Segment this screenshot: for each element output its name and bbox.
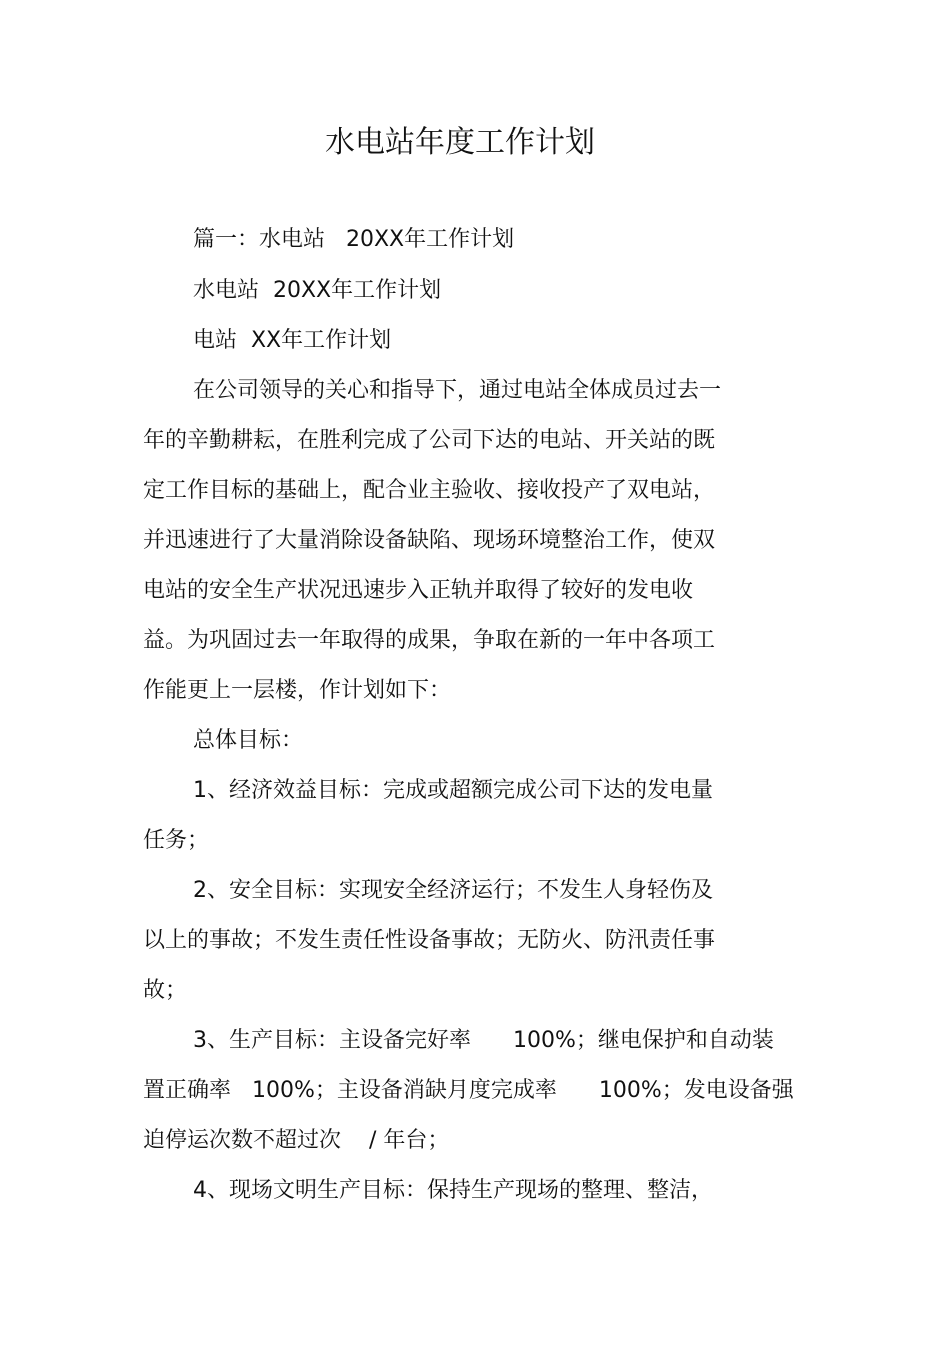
paragraph-line: 年的辛勤耕耘，在胜利完成了公司下达的电站、开关站的既 [143,428,716,453]
goal-item-4: 4、现场文明生产目标：保持生产现场的整理、整洁， [193,1178,713,1203]
goal-item-1-cont: 任务； [143,828,210,853]
paragraph-line: 并迅速进行了大量消除设备缺陷、现场环境整治工作，使双 [143,528,716,553]
section-heading: 篇一：水电站 20XX年工作计划 [193,227,515,252]
subtitle-line: 电站 XX年工作计划 [193,328,392,353]
paragraph-line: 定工作目标的基础上，配合业主验收、接收投产了双电站， [143,478,716,503]
document-title: 水电站年度工作计划 [325,125,595,160]
paragraph-line: 作能更上一层楼，作计划如下： [143,678,452,703]
goal-item-2-cont: 以上的事故；不发生责任性设备事故；无防火、防汛责任事 [143,928,716,953]
goal-item-3: 3、生产目标：主设备完好率 100%；继电保护和自动装 [193,1028,774,1053]
goals-heading: 总体目标： [193,728,304,753]
subtitle-line: 水电站 20XX年工作计划 [193,278,442,303]
paragraph-line: 益。为巩固过去一年取得的成果，争取在新的一年中各项工 [143,628,716,653]
goal-item-3-cont: 迫停运次数不超过次 / 年台； [143,1128,450,1153]
goal-item-2: 2、安全目标：实现安全经济运行；不发生人身轻伤及 [193,878,713,903]
goal-item-2-cont: 故； [143,978,188,1003]
paragraph-line: 电站的安全生产状况迅速步入正轨并取得了较好的发电收 [143,578,694,603]
goal-item-3-cont: 置正确率 100%；主设备消缺月度完成率 100%；发电设备强 [143,1078,794,1103]
goal-item-1: 1、经济效益目标：完成或超额完成公司下达的发电量 [193,778,713,803]
paragraph-line: 在公司领导的关心和指导下，通过电站全体成员过去一 [193,378,722,403]
